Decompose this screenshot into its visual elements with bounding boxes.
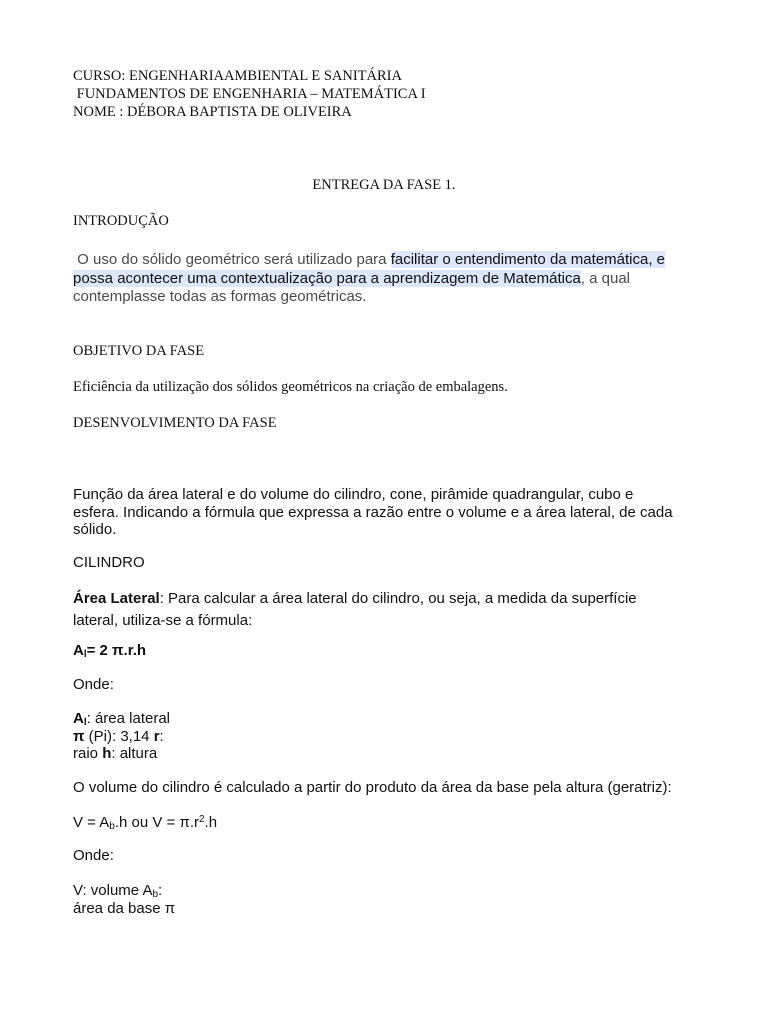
- lateral-area-text-2: lateral, utiliza-se a fórmula:: [73, 612, 253, 629]
- intro-paragraph: [73, 251, 665, 307]
- intro-text-end: , a qual: [580, 269, 631, 287]
- development-paragraph: [73, 486, 673, 539]
- objective-heading: OBJETIVO DA FASE: [73, 343, 205, 359]
- development-line-2: esfera. Indicando a fórmula que expressa a razão entre o volume e a área lateral, de cada: [73, 503, 673, 521]
- cylinder-heading: CILINDRO: [73, 554, 145, 571]
- intro-text-last: contemplasse todas as formas geométricas.: [73, 288, 367, 305]
- volume-definitions: V: volume $A_b$: área da base π: [73, 882, 176, 917]
- name-line: NOME : DÉBORA BAPTISTA DE OLIVEIRA: [73, 104, 352, 120]
- development-line-1: Função da área lateral e do volume do cilindro, cone, pirâmide quadrangular, cubo e: [73, 486, 634, 503]
- onde-label-2: Onde:: [73, 847, 114, 864]
- volume-text: O volume do cilindro é calculado a partir do produto da área da base pela altura (geratriz):: [73, 779, 672, 796]
- intro-highlight-1: facilitar o entendimento da matemática, e: [390, 251, 666, 268]
- lateral-area-formula: $A_l= 2$ π.r.h: [73, 642, 147, 660]
- intro-heading: INTRODUÇÃO: [73, 213, 169, 229]
- intro-highlight-2: possa acontecer uma contextualização para a aprendizagem de Matemática: [73, 269, 581, 287]
- volume-definition-2: área da base π: [73, 899, 176, 917]
- subject-line: FUNDAMENTOS DE ENGENHARIA – MATEMÁTICA I: [73, 86, 426, 102]
- development-line-3: sólido.: [73, 521, 117, 538]
- document-title: ENTREGA DA FASE 1.: [312, 177, 456, 193]
- intro-text-start: O uso do sólido geométrico será utilizado para: [73, 251, 391, 268]
- objective-text: Eficiência da utilização dos sólidos geométricos na criação de embalagens.: [73, 379, 508, 395]
- lateral-area-text-1: : Para calcular a área lateral do cilindro, ou seja, a medida da superfície: [159, 590, 637, 607]
- development-heading: DESENVOLVIMENTO DA FASE: [73, 415, 277, 431]
- volume-formula: $V = A_b.h$ ou $V = \pi.r^2.h$: [73, 814, 218, 832]
- course-line: CURSO: ENGENHARIAAMBIENTAL E SANITÁRIA: [73, 68, 402, 84]
- onde-label-1: Onde:: [73, 676, 114, 693]
- lateral-area-paragraph: [73, 588, 637, 632]
- lateral-area-definitions: $A_l$: área lateral π (Pi): 3,14 r: raio h: altura: [73, 710, 171, 762]
- lateral-area-label: Área Lateral: [73, 590, 160, 607]
